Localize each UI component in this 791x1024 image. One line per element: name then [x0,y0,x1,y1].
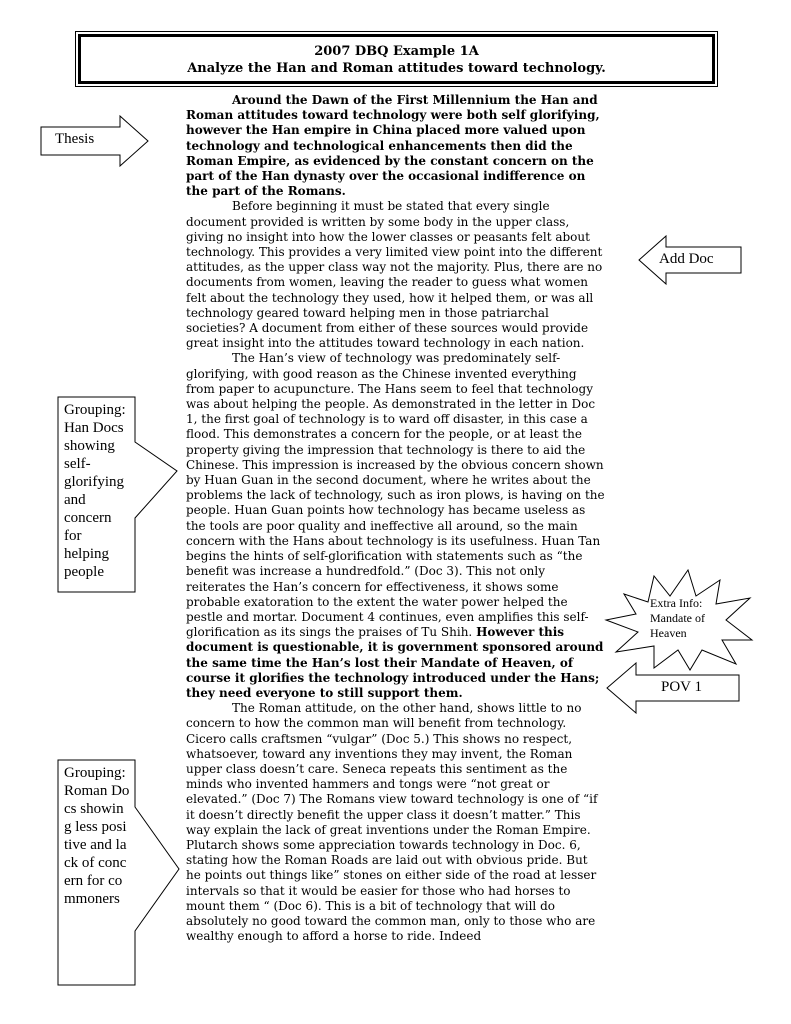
pov-label: POV 1 [661,679,702,695]
document-title: 2007 DBQ Example 1A [314,44,479,59]
paragraph-han-text: The Han’s view of technology was predominately self-glorifying, with good reason as the Chinese invented everything from paper to acupuncture. The Hans seem to feel that technology was about helping the people. As demonstrated in the letter in Doc 1, the first goal of technology is to ward off disaster, in this case a flood. This demonstrates a concern for the people, or at least the property giving the impression that technology is there to aid the Chinese. This impression is increased by the obvious concern shown by Huan Guan in the second document, where he writes about the problems the lack of technology, such as iron plows, is having on the people. Huan Guan points how technology has became useless as the tools are poor quality and ineffective all around, so the main concern with the Hans about technology is its usefulness. Huan Tan begins the hints of self-glorification with statements such as “the benefit was increase a hundredfold.” (Doc 3). This not only reiterates the Han’s concern for effectiveness, it shows some probable exatoration to the extent the water power helped the pestle and mortar. Document 4 continues, even amplifies this self-glorification as its sings the praises of Tu Shih. [186,351,605,640]
document-subtitle: Analyze the Han and Roman attitudes toward technology. [187,61,606,76]
paragraph-limitations: Before beginning it must be stated that every single document provided is written by some body in the upper class, giving no insight into how the lower classes or peasants felt about technology. This provides a very limited view point into the different attitudes, as the upper class way not the majority. Plus, there are no documents from women, leaving the reader to guess what women felt about the technology they used, how it helped them, or was all technology geared toward helping men in those patriarchal societies? A document from either of these sources would provide great insight into the attitudes toward technology in each nation. [186,199,603,351]
extra-info-label: Extra Info: Mandate of Heaven [650,596,705,640]
header-box [78,34,715,84]
grouping-han-label: Grouping: Han Docs showing self-glorifying and concern for helping people [64,402,126,580]
essay-body [186,93,606,944]
paragraph-han-bold: However this document is questionable, it is government sponsored around the same time the Han’s lost their Mandate of Heaven, of course it glorifies the technology introduced under the Hans; they need everyone to still support them. [186,625,604,700]
thesis-label: Thesis [55,131,95,147]
paragraph-han [186,351,606,701]
grouping-roman-label: Grouping: Roman Docs showing less positive and lack of concern for commoners [64,765,130,907]
thesis-paragraph: Around the Dawn of the First Millennium the Han and Roman attitudes toward technology were both self glorifying, however the Han empire in China placed more valued upon technology and technological enhancements then did the Roman Empire, as evidenced by the constant concern on the part of the Han dynasty over the occasional indifference on the part of the Romans. [186,93,600,199]
add-doc-label: Add Doc [659,251,714,267]
paragraph-roman: The Roman attitude, on the other hand, shows little to no concern to how the common man will benefit from technology. Cicero calls craftsmen “vulgar” (Doc 5.) This shows no respect, whatsoever, toward any inventions they may invent, the Roman upper class doesn’t care. Seneca repeats this sentiment as the minds who invented hammers and tongs were “not great or elevated.” (Doc 7) The Romans view toward technology is one of “if it doesn’t directly benefit the upper class it doesn’t matter.” This way explain the lack of great inventions under the Roman Empire. Plutarch shows some appreciation towards technology in Doc. 6, stating how the Roman Roads are laid out with obvious pride. But he points out things like” stones on either side of the road at lesser intervals so that it would be easier for those who had horses to mount them “ (Doc 6). This is a bit of technology that will do absolutely no good toward the common man, only to those who are wealthy enough to afford a horse to ride. Indeed [186,701,598,944]
